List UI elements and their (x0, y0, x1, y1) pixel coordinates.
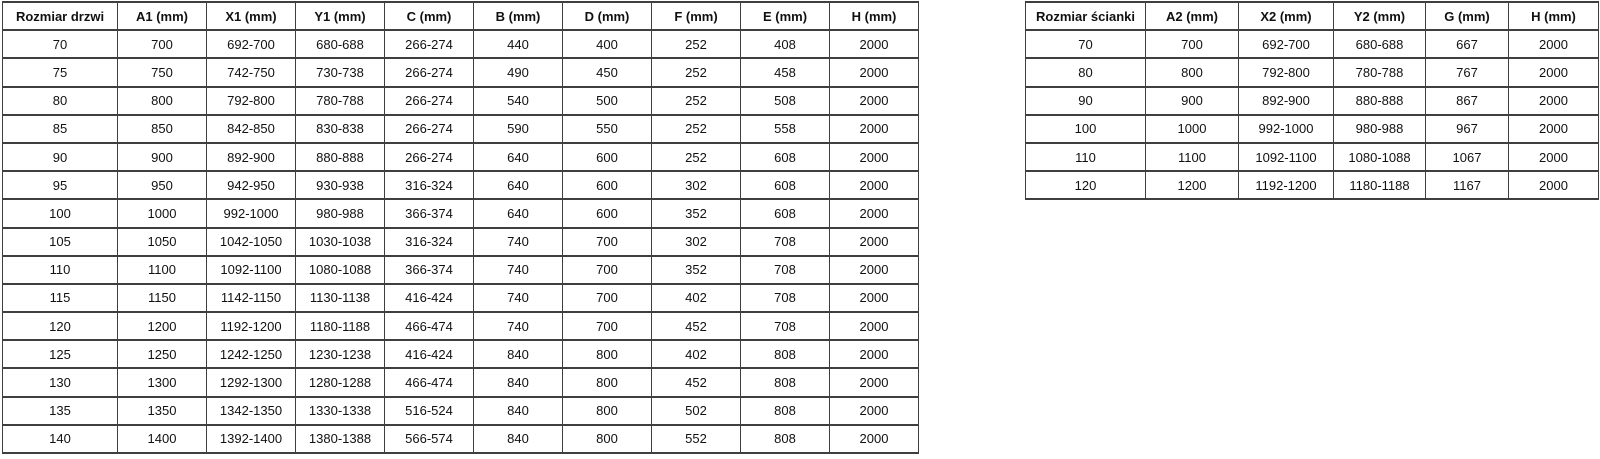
column-header: C (mm) (385, 2, 474, 30)
table-row (3, 340, 919, 368)
table-cell: 950 (118, 171, 207, 199)
table-cell: 252 (652, 30, 741, 58)
table-cell: 416-424 (385, 284, 474, 312)
table-row (3, 397, 919, 425)
table-row (1026, 58, 1599, 86)
table-cell: 352 (652, 199, 741, 227)
table-cell: 600 (563, 171, 652, 199)
table-cell: 80 (3, 87, 118, 115)
table-cell: 1092-1100 (1239, 143, 1334, 171)
table-cell: 742-750 (207, 58, 296, 86)
table-cell: 980-988 (1334, 115, 1426, 143)
table-cell: 2000 (830, 87, 919, 115)
table-cell: 408 (741, 30, 830, 58)
table-cell: 1000 (1146, 115, 1239, 143)
table-cell: 2000 (830, 115, 919, 143)
table-cell: 1100 (118, 256, 207, 284)
wall-table-header (1026, 2, 1599, 30)
column-header: H (mm) (830, 2, 919, 30)
table-cell: 800 (563, 425, 652, 453)
table-cell: 440 (474, 30, 563, 58)
table-cell: 450 (563, 58, 652, 86)
table-cell: 692-700 (1239, 30, 1334, 58)
table-cell: 730-738 (296, 58, 385, 86)
table-cell: 466-474 (385, 368, 474, 396)
table-cell: 900 (1146, 87, 1239, 115)
table-cell: 892-900 (1239, 87, 1334, 115)
table-cell: 780-788 (296, 87, 385, 115)
table-cell: 1342-1350 (207, 397, 296, 425)
table-cell: 1150 (118, 284, 207, 312)
table-row (3, 58, 919, 86)
table-cell: 1167 (1426, 171, 1509, 199)
table-cell: 967 (1426, 115, 1509, 143)
table-cell: 2000 (830, 30, 919, 58)
door-table-body (3, 30, 919, 453)
table-cell: 100 (3, 199, 118, 227)
table-cell: 316-324 (385, 171, 474, 199)
table-cell: 2000 (1509, 87, 1599, 115)
table-cell: 830-838 (296, 115, 385, 143)
table-row (3, 256, 919, 284)
table-cell: 458 (741, 58, 830, 86)
table-cell: 1192-1200 (207, 312, 296, 340)
table-row (3, 171, 919, 199)
column-header: Y2 (mm) (1334, 2, 1426, 30)
table-cell: 566-574 (385, 425, 474, 453)
table-row (3, 30, 919, 58)
table-cell: 1230-1238 (296, 340, 385, 368)
table-cell: 2000 (830, 143, 919, 171)
table-cell: 600 (563, 199, 652, 227)
table-cell: 1280-1288 (296, 368, 385, 396)
table-cell: 1180-1188 (296, 312, 385, 340)
table-cell: 900 (118, 143, 207, 171)
table-cell: 700 (118, 30, 207, 58)
column-header: A2 (mm) (1146, 2, 1239, 30)
table-row (1026, 171, 1599, 199)
table-cell: 667 (1426, 30, 1509, 58)
table-cell: 867 (1426, 87, 1509, 115)
table-cell: 740 (474, 228, 563, 256)
table-row (3, 312, 919, 340)
table-cell: 792-800 (207, 87, 296, 115)
table-cell: 992-1000 (1239, 115, 1334, 143)
table-row (1026, 143, 1599, 171)
table-row (3, 228, 919, 256)
table-cell: 880-888 (296, 143, 385, 171)
table-cell: 808 (741, 425, 830, 453)
table-cell: 70 (3, 30, 118, 58)
table-cell: 2000 (1509, 171, 1599, 199)
column-header: A1 (mm) (118, 2, 207, 30)
table-cell: 700 (563, 256, 652, 284)
table-cell: 1242-1250 (207, 340, 296, 368)
header-row (1026, 2, 1599, 30)
table-row (1026, 87, 1599, 115)
table-cell: 700 (563, 312, 652, 340)
table-cell: 105 (3, 228, 118, 256)
table-cell: 1200 (118, 312, 207, 340)
table-cell: 2000 (830, 312, 919, 340)
table-cell: 452 (652, 368, 741, 396)
table-row (3, 368, 919, 396)
table-cell: 842-850 (207, 115, 296, 143)
table-cell: 516-524 (385, 397, 474, 425)
table-cell: 402 (652, 340, 741, 368)
table-cell: 1250 (118, 340, 207, 368)
table-cell: 800 (563, 397, 652, 425)
table-cell: 352 (652, 256, 741, 284)
table-row (1026, 30, 1599, 58)
table-cell: 316-324 (385, 228, 474, 256)
table-cell: 608 (741, 199, 830, 227)
table-cell: 840 (474, 340, 563, 368)
table-row (1026, 115, 1599, 143)
table-cell: 800 (118, 87, 207, 115)
table-cell: 700 (563, 284, 652, 312)
table-cell: 266-274 (385, 87, 474, 115)
table-cell: 1292-1300 (207, 368, 296, 396)
table-cell: 1130-1138 (296, 284, 385, 312)
door-sizes-table (2, 1, 919, 454)
table-cell: 1100 (1146, 143, 1239, 171)
table-cell: 750 (118, 58, 207, 86)
table-cell: 840 (474, 425, 563, 453)
column-header: X1 (mm) (207, 2, 296, 30)
table-cell: 266-274 (385, 30, 474, 58)
table-cell: 708 (741, 228, 830, 256)
table-cell: 508 (741, 87, 830, 115)
table-row (3, 143, 919, 171)
table-cell: 740 (474, 312, 563, 340)
table-cell: 680-688 (296, 30, 385, 58)
table-cell: 85 (3, 115, 118, 143)
table-row (3, 425, 919, 453)
table-cell: 416-424 (385, 340, 474, 368)
table-cell: 608 (741, 143, 830, 171)
table-cell: 490 (474, 58, 563, 86)
table-cell: 140 (3, 425, 118, 453)
table-cell: 70 (1026, 30, 1146, 58)
column-header: G (mm) (1426, 2, 1509, 30)
table-cell: 1180-1188 (1334, 171, 1426, 199)
table-cell: 2000 (830, 397, 919, 425)
table-cell: 2000 (1509, 58, 1599, 86)
table-cell: 120 (1026, 171, 1146, 199)
table-cell: 840 (474, 397, 563, 425)
table-cell: 2000 (830, 171, 919, 199)
table-cell: 2000 (830, 284, 919, 312)
table-cell: 700 (563, 228, 652, 256)
table-cell: 892-900 (207, 143, 296, 171)
table-cell: 552 (652, 425, 741, 453)
table-cell: 252 (652, 87, 741, 115)
table-row (3, 199, 919, 227)
table-cell: 808 (741, 340, 830, 368)
table-cell: 1380-1388 (296, 425, 385, 453)
table-cell: 558 (741, 115, 830, 143)
table-cell: 1030-1038 (296, 228, 385, 256)
table-cell: 708 (741, 256, 830, 284)
table-cell: 850 (118, 115, 207, 143)
column-header: H (mm) (1509, 2, 1599, 30)
table-cell: 808 (741, 368, 830, 396)
table-cell: 767 (1426, 58, 1509, 86)
table-cell: 252 (652, 58, 741, 86)
table-cell: 1092-1100 (207, 256, 296, 284)
table-cell: 1080-1088 (296, 256, 385, 284)
column-header: F (mm) (652, 2, 741, 30)
table-cell: 1400 (118, 425, 207, 453)
table-cell: 1080-1088 (1334, 143, 1426, 171)
table-cell: 680-688 (1334, 30, 1426, 58)
table-cell: 466-474 (385, 312, 474, 340)
table-cell: 930-938 (296, 171, 385, 199)
table-cell: 266-274 (385, 58, 474, 86)
table-cell: 252 (652, 115, 741, 143)
table-cell: 502 (652, 397, 741, 425)
table-cell: 266-274 (385, 143, 474, 171)
table-cell: 400 (563, 30, 652, 58)
table-cell: 992-1000 (207, 199, 296, 227)
table-cell: 302 (652, 228, 741, 256)
table-cell: 110 (1026, 143, 1146, 171)
column-header: B (mm) (474, 2, 563, 30)
table-cell: 792-800 (1239, 58, 1334, 86)
table-cell: 80 (1026, 58, 1146, 86)
table-cell: 302 (652, 171, 741, 199)
table-row (3, 87, 919, 115)
table-cell: 1142-1150 (207, 284, 296, 312)
table-cell: 1000 (118, 199, 207, 227)
table-cell: 600 (563, 143, 652, 171)
table-cell: 125 (3, 340, 118, 368)
door-table-header (3, 2, 919, 30)
table-cell: 115 (3, 284, 118, 312)
column-header: X2 (mm) (1239, 2, 1334, 30)
table-cell: 740 (474, 284, 563, 312)
header-row (3, 2, 919, 30)
column-header: Y1 (mm) (296, 2, 385, 30)
table-cell: 2000 (830, 199, 919, 227)
table-cell: 90 (1026, 87, 1146, 115)
table-cell: 550 (563, 115, 652, 143)
table-cell: 590 (474, 115, 563, 143)
table-cell: 95 (3, 171, 118, 199)
table-cell: 2000 (830, 425, 919, 453)
table-cell: 840 (474, 368, 563, 396)
table-cell: 130 (3, 368, 118, 396)
table-cell: 692-700 (207, 30, 296, 58)
table-cell: 252 (652, 143, 741, 171)
table-cell: 1392-1400 (207, 425, 296, 453)
table-cell: 1300 (118, 368, 207, 396)
table-cell: 366-374 (385, 256, 474, 284)
table-cell: 1042-1050 (207, 228, 296, 256)
table-cell: 1192-1200 (1239, 171, 1334, 199)
table-row (3, 115, 919, 143)
table-cell: 708 (741, 284, 830, 312)
table-cell: 452 (652, 312, 741, 340)
table-cell: 2000 (1509, 115, 1599, 143)
table-cell: 1350 (118, 397, 207, 425)
table-cell: 880-888 (1334, 87, 1426, 115)
column-header: E (mm) (741, 2, 830, 30)
table-cell: 1067 (1426, 143, 1509, 171)
wall-table-body (1026, 30, 1599, 199)
table-cell: 2000 (1509, 143, 1599, 171)
table-cell: 608 (741, 171, 830, 199)
table-row (3, 284, 919, 312)
table-cell: 2000 (830, 256, 919, 284)
table-cell: 266-274 (385, 115, 474, 143)
table-cell: 100 (1026, 115, 1146, 143)
table-cell: 800 (1146, 58, 1239, 86)
table-cell: 135 (3, 397, 118, 425)
table-cell: 2000 (1509, 30, 1599, 58)
table-cell: 708 (741, 312, 830, 340)
table-cell: 942-950 (207, 171, 296, 199)
table-cell: 800 (563, 340, 652, 368)
table-cell: 75 (3, 58, 118, 86)
column-header: D (mm) (563, 2, 652, 30)
table-cell: 90 (3, 143, 118, 171)
table-cell: 2000 (830, 58, 919, 86)
table-cell: 1200 (1146, 171, 1239, 199)
table-cell: 700 (1146, 30, 1239, 58)
column-header: Rozmiar drzwi (3, 2, 118, 30)
table-cell: 740 (474, 256, 563, 284)
table-cell: 780-788 (1334, 58, 1426, 86)
table-cell: 640 (474, 199, 563, 227)
table-cell: 640 (474, 171, 563, 199)
table-cell: 402 (652, 284, 741, 312)
table-cell: 540 (474, 87, 563, 115)
table-cell: 640 (474, 143, 563, 171)
table-cell: 1050 (118, 228, 207, 256)
table-cell: 980-988 (296, 199, 385, 227)
table-cell: 2000 (830, 340, 919, 368)
table-cell: 366-374 (385, 199, 474, 227)
table-cell: 2000 (830, 228, 919, 256)
column-header: Rozmiar ścianki (1026, 2, 1146, 30)
table-cell: 500 (563, 87, 652, 115)
wall-sizes-table (1025, 1, 1599, 200)
table-cell: 2000 (830, 368, 919, 396)
table-cell: 800 (563, 368, 652, 396)
table-cell: 110 (3, 256, 118, 284)
table-cell: 808 (741, 397, 830, 425)
table-cell: 1330-1338 (296, 397, 385, 425)
table-cell: 120 (3, 312, 118, 340)
